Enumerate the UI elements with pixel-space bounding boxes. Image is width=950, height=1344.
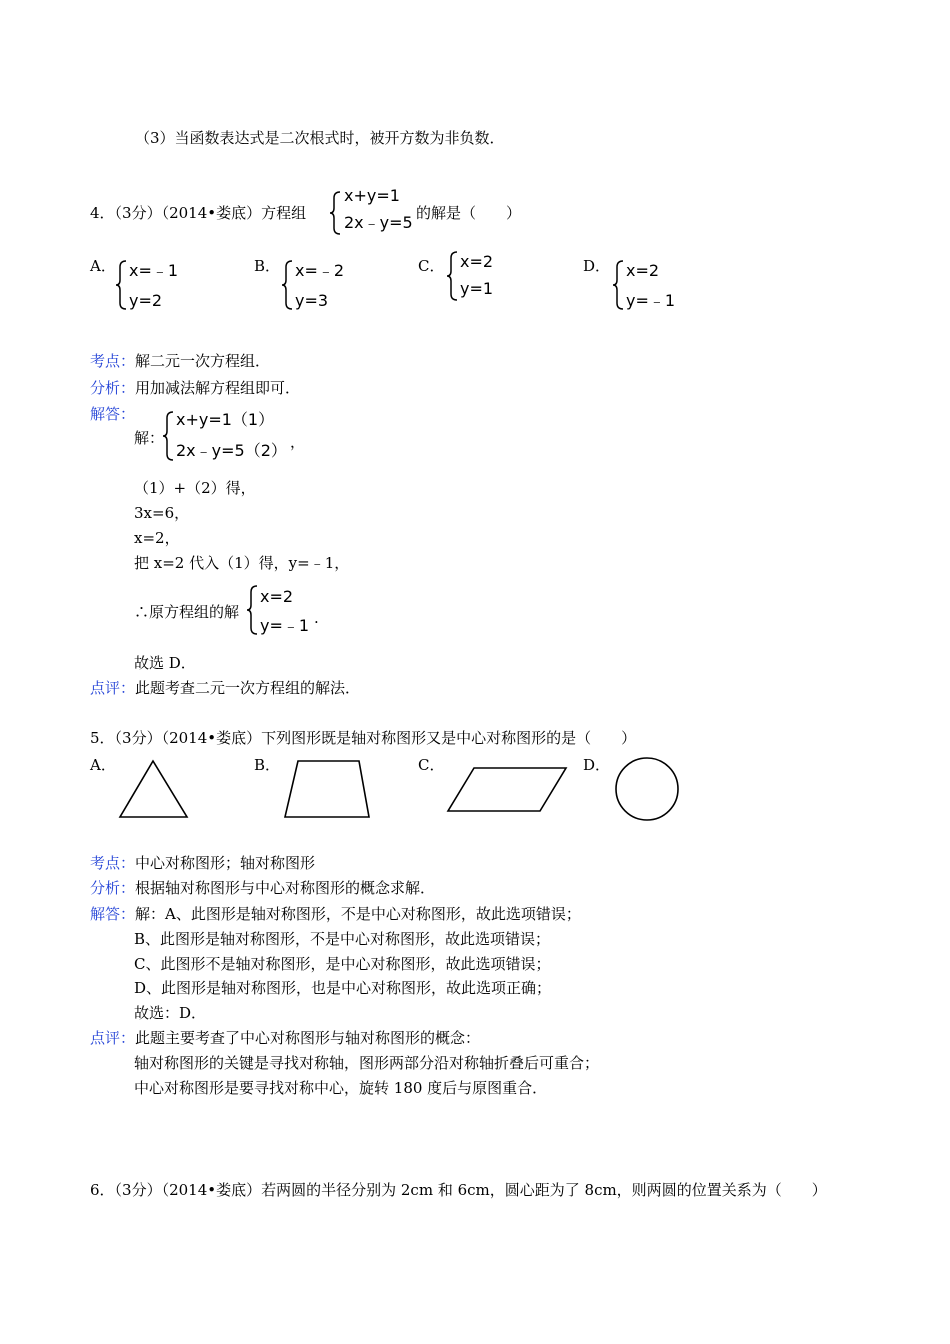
q4-solution-jie: 解： [134,429,165,447]
q5-option-b-label: B． [254,756,281,774]
q4-kaodian [90,351,270,371]
q6-stem: 6．（3分）（2014•娄底）若两圆的半径分别为 2cm 和 6cm，圆心距为了 8cm，则两圆的位置关系为（ ） [90,1181,827,1199]
q4-result-period: . [314,609,319,627]
q5-option-a-label: A． [90,756,116,774]
q4-stem-start: 4．（3分）（2014•娄底）方程组 [90,204,307,222]
q4-step-1: （1）+（2）得， [134,479,256,497]
q5-jieda-line-1: 解：A、此图形是轴对称图形，不是中心对称图形，故此选项错误； [135,905,581,923]
q4-jieda-label: 解答： [90,405,136,423]
q4-system-brace [329,190,343,236]
q4-option-b-label: B． [254,257,281,275]
q4-option-b-line-2: y=3 [295,291,329,310]
q4-dianping [90,678,360,698]
q5-option-c-label: C． [418,756,445,774]
q5-jieda-line-3: C、此图形不是轴对称图形，是中心对称图形，故此选项错误； [134,955,551,973]
q5-stem: 5．（3分）（2014•娄底）下列图形既是轴对称图形又是中心对称图形的是（ ） [90,729,637,747]
q5-jieda-line-2: B、此图形是轴对称图形，不是中心对称图形，故此选项错误； [134,930,551,948]
q4-kaodian-label: 考点： [90,352,136,370]
q5-jieda-line-4: D、此图形是轴对称图形，也是中心对称图形，故此选项正确； [134,979,552,997]
q4-option-c-brace [446,250,460,302]
q4-eq-2: 2x﹣y=5 [344,213,413,232]
prev-item-3: （3）当函数表达式是二次根式时，被开方数为非负数． [135,129,505,147]
q5-option-d-label: D． [583,756,611,774]
q5-dianping [90,1028,480,1048]
q4-kaodian-text: 解二元一次方程组． [135,352,271,370]
q4-eq-1: x+y=1 [344,186,400,205]
q4-fenxi [90,378,300,398]
q4-option-d-line-1: x=2 [626,261,660,280]
q4-step-3: x=2， [134,529,180,547]
q4-step-4: 把 x=2 代入（1）得，y=﹣1， [134,554,350,572]
q4-result-brace [246,584,260,636]
q4-fenxi-text: 用加减法解方程组即可． [135,379,301,397]
q4-option-a-line-1: x=﹣1 [129,261,179,280]
q4-result-line-2: y=﹣1 [260,616,310,635]
q4-fenxi-label: 分析： [90,379,136,397]
q5-fenxi [90,878,435,898]
q5-kaodian [90,853,315,873]
q4-solution-comma: ， [290,433,306,451]
q4-option-d-brace [612,259,626,311]
q4-dianping-label: 点评： [90,679,136,697]
q5-kaodian-text: 中心对称图形；轴对称图形 [135,854,316,872]
q5-option-c-parallelogram-figure [444,763,572,815]
q5-option-d-circle-figure [610,754,684,824]
q4-option-a-brace [115,259,129,311]
q5-fenxi-text: 根据轴对称图形与中心对称图形的概念求解． [135,879,436,897]
q4-step-2: 3x=6， [134,504,190,522]
q4-option-d-line-2: y=﹣1 [626,291,676,310]
q4-step-5: ∴原方程组的解 [134,603,240,621]
q5-option-a-triangle-figure [115,757,191,821]
q4-option-d-label: D． [583,257,611,275]
q4-option-c-line-2: y=1 [460,279,494,298]
q4-option-b-line-1: x=﹣2 [295,261,345,280]
q4-stem-end: 的解是（ ） [416,204,522,222]
q4-step-6: 故选 D． [134,654,196,672]
q5-fenxi-label: 分析： [90,879,136,897]
q4-option-a-line-2: y=2 [129,291,163,310]
q5-option-b-trapezoid-figure [279,757,375,821]
q4-option-b-brace [281,259,295,311]
q4-result-line-1: x=2 [260,587,294,606]
q4-solution-eq-1: x+y=1（1） [176,410,275,429]
q5-jieda-label: 解答： [90,905,136,923]
q5-dianping-line-3: 中心对称图形是要寻找对称中心，旋转 180 度后与原图重合． [134,1079,548,1097]
q4-dianping-text: 此题考查二元一次方程组的解法． [135,679,361,697]
q5-dianping-line-2: 轴对称图形的关键是寻找对称轴，图形两部分沿对称轴折叠后可重合； [134,1054,600,1072]
q4-solution-eq-2: 2x﹣y=5（2） [176,441,287,460]
q4-option-c-line-1: x=2 [460,252,494,271]
q5-dianping-label: 点评： [90,1029,136,1047]
q5-jieda-line-5: 故选：D． [134,1004,207,1022]
q4-solution-brace [162,410,176,462]
q5-kaodian-label: 考点： [90,854,136,872]
q4-option-c-label: C． [418,257,445,275]
q4-option-a-label: A． [90,257,116,275]
q5-dianping-line-1: 此题主要考查了中心对称图形与轴对称图形的概念： [135,1029,481,1047]
q5-jieda [90,904,581,924]
